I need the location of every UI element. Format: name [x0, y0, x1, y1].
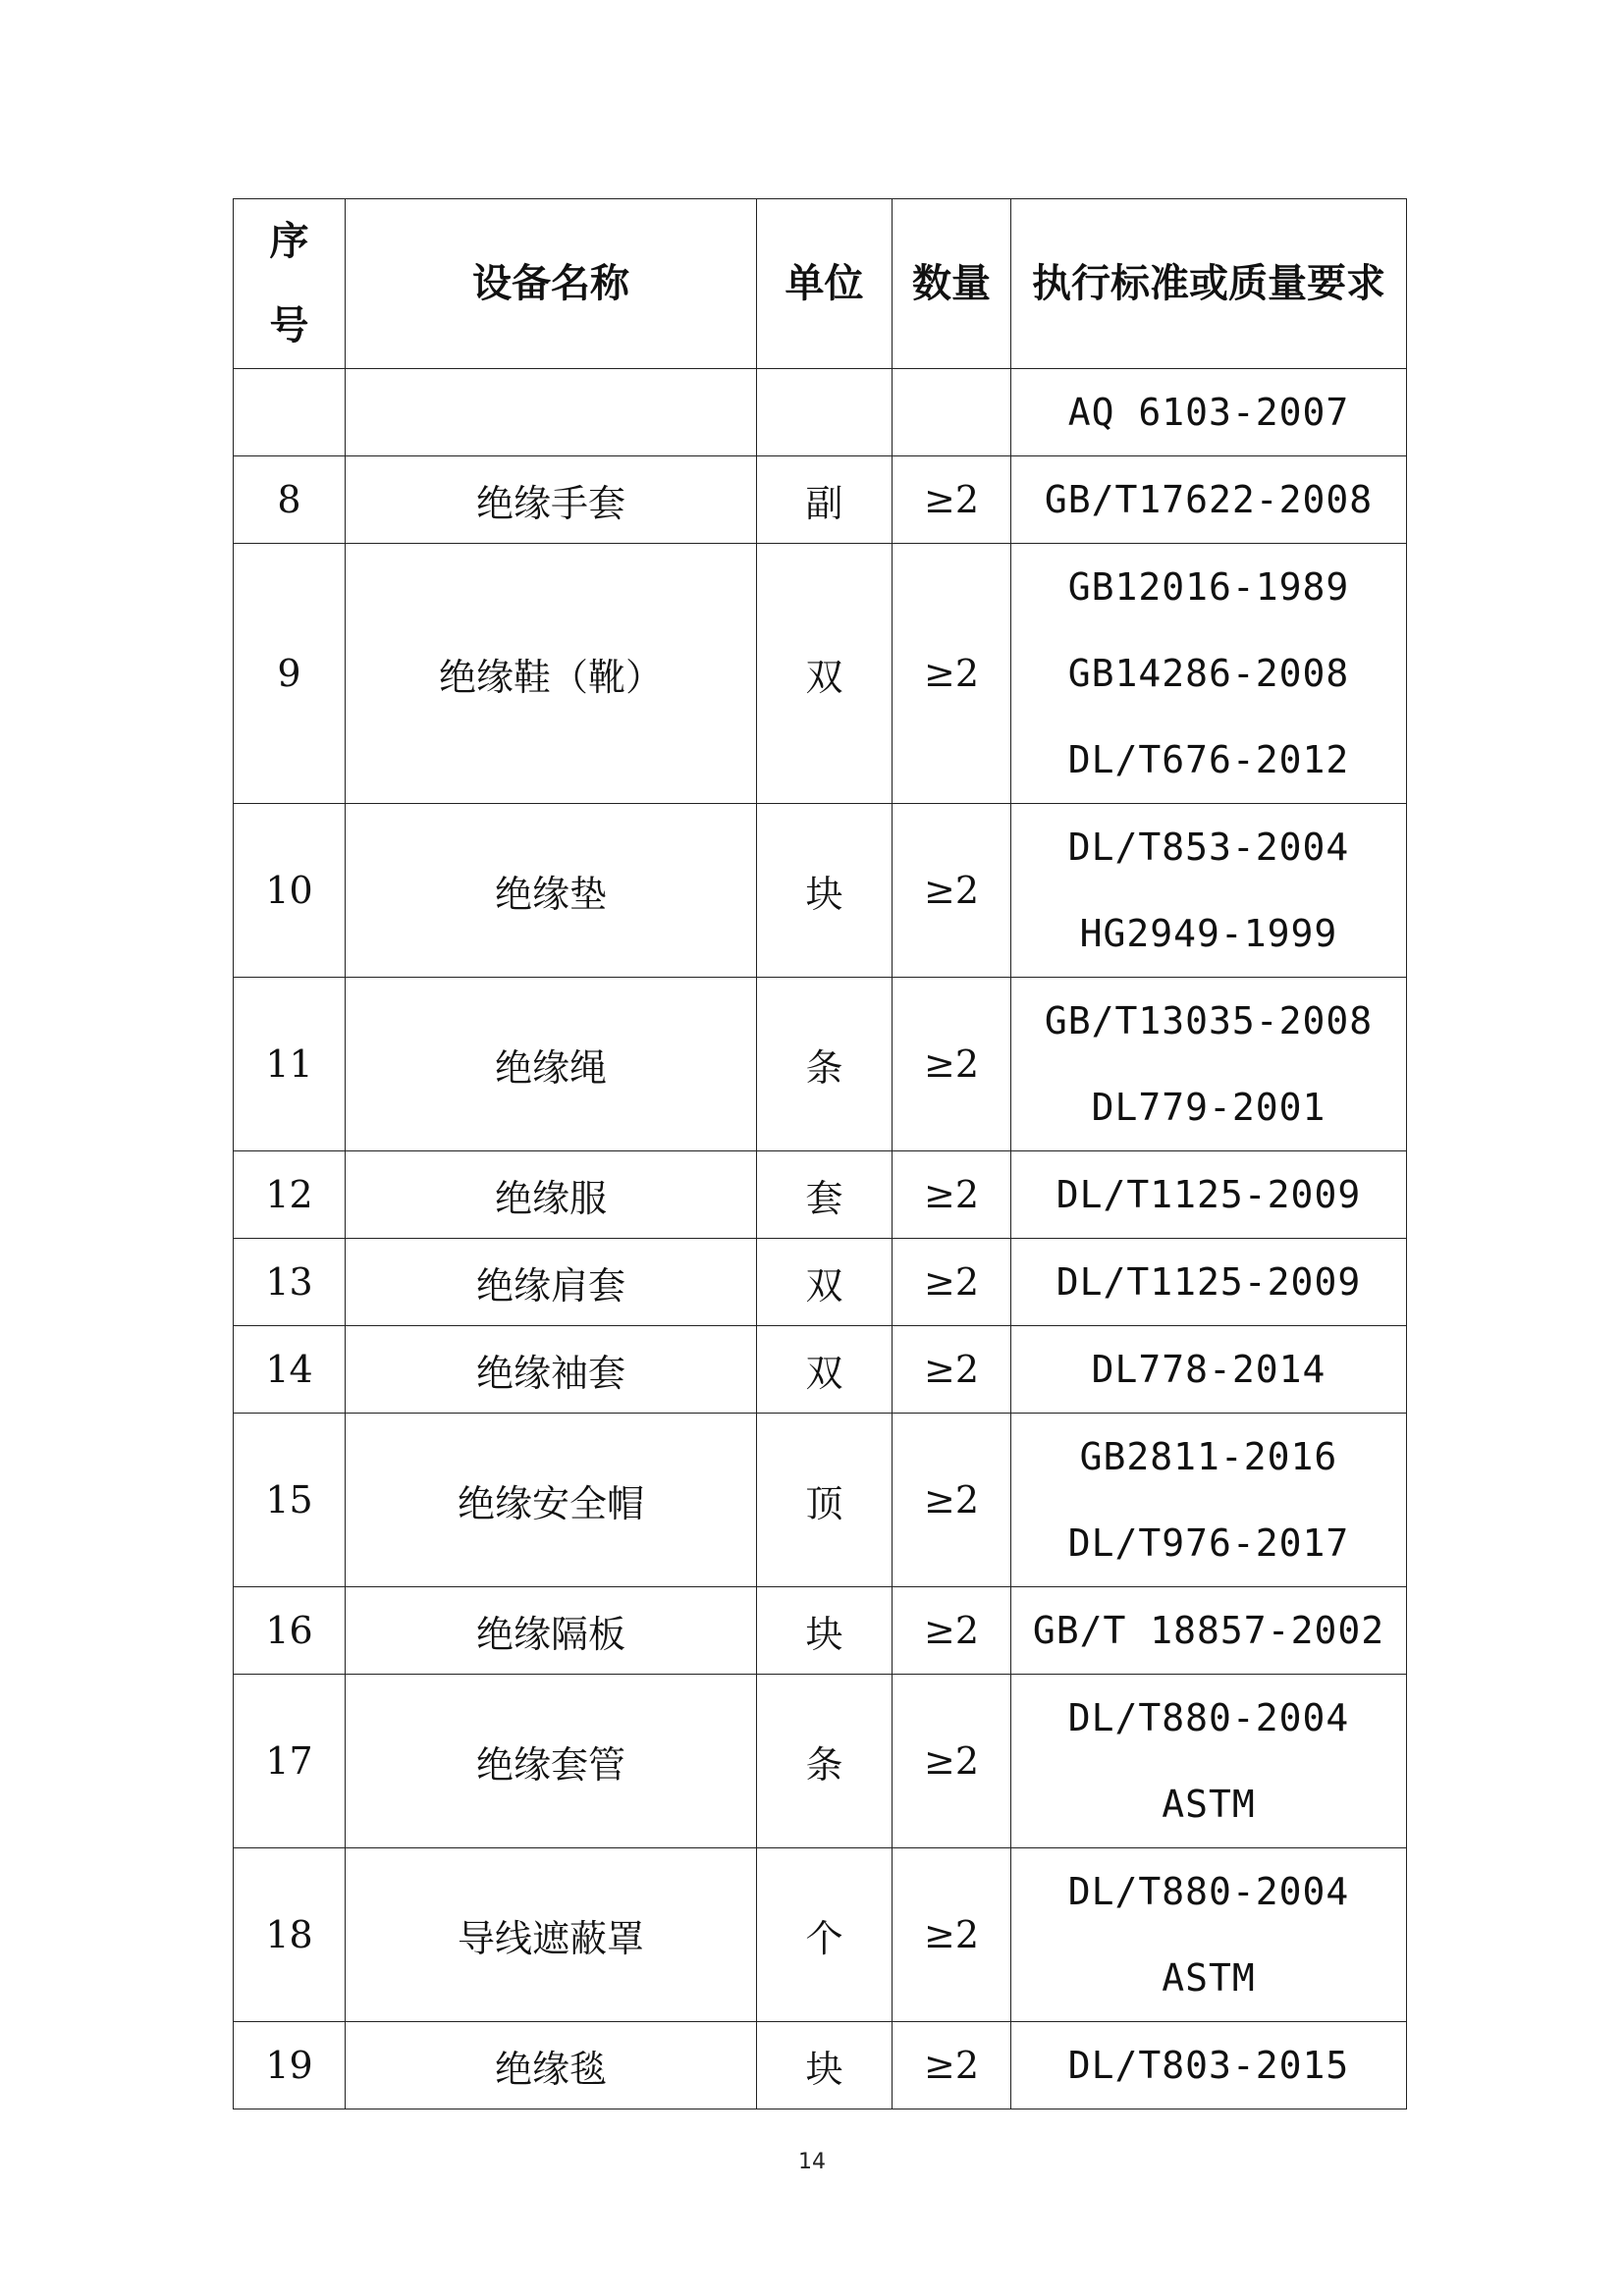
standard-code: GB2811-2016 [1079, 1435, 1338, 1478]
header-name: 设备名称 [346, 199, 757, 369]
equipment-name: 绝缘隔板 [346, 1587, 757, 1675]
standard-code: DL/T676-2012 [1067, 738, 1350, 781]
quantity-cell: ≥2 [893, 978, 1011, 1151]
quantity-cell [893, 369, 1011, 456]
standard-code: DL/T1125-2009 [1056, 1260, 1362, 1304]
table-row [234, 1239, 1407, 1326]
standard-cell [1011, 456, 1407, 544]
row-number: 8 [234, 456, 346, 544]
row-number: 12 [234, 1151, 346, 1239]
unit-cell: 块 [757, 804, 893, 978]
table-row [234, 1587, 1407, 1675]
standard-code: DL/T880-2004 [1067, 1696, 1350, 1739]
equipment-name: 绝缘肩套 [346, 1239, 757, 1326]
standard-code: DL778-2014 [1091, 1348, 1326, 1391]
row-number: 10 [234, 804, 346, 978]
standard-code: GB14286-2008 [1067, 652, 1350, 695]
standard-code: HG2949-1999 [1079, 912, 1338, 955]
unit-cell: 个 [757, 1848, 893, 2022]
row-number: 11 [234, 978, 346, 1151]
standard-cell [1011, 544, 1407, 804]
table-row [234, 978, 1407, 1151]
standard-cell [1011, 1326, 1407, 1414]
row-number [234, 369, 346, 456]
standard-code: DL779-2001 [1091, 1086, 1326, 1129]
standard-cell [1011, 1151, 1407, 1239]
standard-cell [1011, 1239, 1407, 1326]
standard-cell [1011, 369, 1407, 456]
table-row [234, 1326, 1407, 1414]
table-row [234, 804, 1407, 978]
equipment-name: 绝缘服 [346, 1151, 757, 1239]
page-number: 14 [798, 2150, 826, 2174]
standard-cell [1011, 1414, 1407, 1587]
row-number: 15 [234, 1414, 346, 1587]
unit-cell: 块 [757, 1587, 893, 1675]
table-row [234, 1675, 1407, 1848]
quantity-cell: ≥2 [893, 544, 1011, 804]
table-row [234, 1848, 1407, 2022]
quantity-cell: ≥2 [893, 1675, 1011, 1848]
table-row [234, 544, 1407, 804]
table-body [234, 369, 1407, 2109]
equipment-name: 绝缘手套 [346, 456, 757, 544]
unit-cell: 双 [757, 1326, 893, 1414]
table-row [234, 1151, 1407, 1239]
quantity-cell: ≥2 [893, 456, 1011, 544]
table-header [234, 199, 1407, 369]
unit-cell: 双 [757, 1239, 893, 1326]
unit-cell: 条 [757, 978, 893, 1151]
standard-code: GB12016-1989 [1067, 565, 1350, 609]
unit-cell: 双 [757, 544, 893, 804]
standard-code: AQ 6103-2007 [1067, 391, 1350, 434]
unit-cell: 顶 [757, 1414, 893, 1587]
standard-code: DL/T1125-2009 [1056, 1173, 1362, 1216]
equipment-name: 绝缘套管 [346, 1675, 757, 1848]
header-std: 执行标准或质量要求 [1011, 199, 1407, 369]
standard-cell [1011, 804, 1407, 978]
header-unit: 单位 [757, 199, 893, 369]
equipment-name: 绝缘垫 [346, 804, 757, 978]
equipment-table [233, 198, 1407, 2109]
standard-code: DL/T803-2015 [1067, 2044, 1350, 2087]
unit-cell: 套 [757, 1151, 893, 1239]
equipment-name: 绝缘安全帽 [346, 1414, 757, 1587]
standard-code: GB/T17622-2008 [1044, 478, 1374, 521]
equipment-name: 绝缘毯 [346, 2022, 757, 2109]
equipment-name: 绝缘鞋（靴） [346, 544, 757, 804]
quantity-cell: ≥2 [893, 1326, 1011, 1414]
equipment-name: 绝缘袖套 [346, 1326, 757, 1414]
quantity-cell: ≥2 [893, 2022, 1011, 2109]
quantity-cell: ≥2 [893, 1151, 1011, 1239]
standard-code: DL/T853-2004 [1067, 826, 1350, 869]
standard-code: DL/T976-2017 [1067, 1522, 1350, 1565]
table-row [234, 369, 1407, 456]
table-row [234, 1414, 1407, 1587]
row-number: 17 [234, 1675, 346, 1848]
row-number: 13 [234, 1239, 346, 1326]
unit-cell: 块 [757, 2022, 893, 2109]
standard-cell [1011, 1848, 1407, 2022]
row-number: 19 [234, 2022, 346, 2109]
equipment-name: 绝缘绳 [346, 978, 757, 1151]
standard-cell [1011, 1675, 1407, 1848]
quantity-cell: ≥2 [893, 1848, 1011, 2022]
header-no: 序号 [234, 199, 346, 369]
equipment-name: 导线遮蔽罩 [346, 1848, 757, 2022]
standard-code: GB/T 18857-2002 [1032, 1609, 1385, 1652]
standard-code: DL/T880-2004 [1067, 1870, 1350, 1913]
standard-cell [1011, 1587, 1407, 1675]
unit-cell: 副 [757, 456, 893, 544]
row-number: 18 [234, 1848, 346, 2022]
unit-cell [757, 369, 893, 456]
quantity-cell: ≥2 [893, 1587, 1011, 1675]
row-number: 9 [234, 544, 346, 804]
header-qty: 数量 [893, 199, 1011, 369]
table-row [234, 2022, 1407, 2109]
unit-cell: 条 [757, 1675, 893, 1848]
table-row [234, 456, 1407, 544]
quantity-cell: ≥2 [893, 1414, 1011, 1587]
quantity-cell: ≥2 [893, 804, 1011, 978]
standard-cell [1011, 978, 1407, 1151]
standard-code: ASTM [1162, 1783, 1256, 1826]
row-number: 16 [234, 1587, 346, 1675]
equipment-name [346, 369, 757, 456]
row-number: 14 [234, 1326, 346, 1414]
quantity-cell: ≥2 [893, 1239, 1011, 1326]
standard-cell [1011, 2022, 1407, 2109]
standard-code: GB/T13035-2008 [1044, 999, 1374, 1042]
standard-code: ASTM [1162, 1956, 1256, 2000]
header-row [234, 199, 1407, 369]
